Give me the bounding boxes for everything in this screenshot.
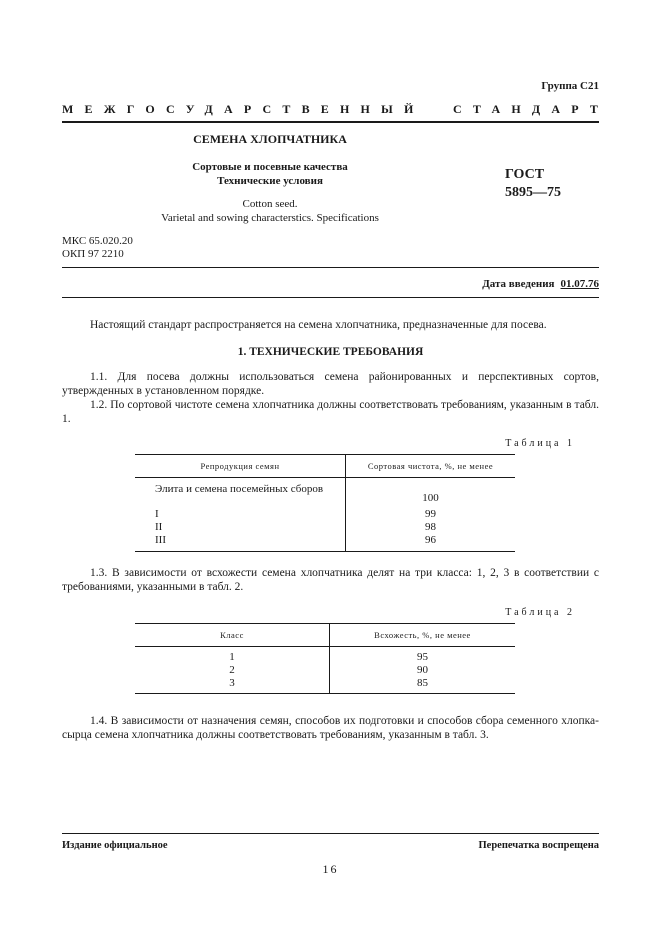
gost-code: 5895—75 — [505, 185, 561, 200]
table-1-cell: III — [135, 534, 346, 552]
page-number: 16 — [322, 862, 339, 876]
table-1-cell: 98 — [346, 521, 516, 534]
table-row — [135, 664, 515, 677]
gost-label: ГОСТ — [505, 167, 545, 182]
classification-codes — [62, 235, 133, 261]
paragraph-1-2: 1.2. По сортовой чистоте семена хлопчатника должны соответствовать требованиям, указанным в табл. 1. — [62, 399, 599, 425]
header-standart: СТАНДАРТ — [453, 102, 610, 116]
official-edition: Издание официальное — [62, 840, 168, 851]
footer-rule — [62, 833, 599, 834]
table-2-cell: 95 — [330, 647, 516, 665]
doc-subtitle — [140, 160, 400, 188]
group-code: Группа С21 — [541, 80, 599, 92]
table-row — [135, 677, 515, 694]
header-mezhgosudarstvenny: МЕЖГОСУДАРСТВЕННЫЙ — [62, 102, 425, 116]
table-1-cell: II — [155, 521, 163, 533]
table-header-row — [135, 624, 515, 647]
table-row — [135, 508, 515, 521]
table-2-header-class: Класс — [135, 624, 330, 647]
reprint-prohibited: Перепечатка воспрещена — [478, 840, 599, 851]
table-1-cell: 99 — [346, 508, 516, 521]
date-rule — [62, 297, 599, 298]
table-1-cell: 100 — [346, 478, 516, 509]
table-row — [135, 647, 515, 665]
table-1-header-purity: Сортовая чистота, %, не менее — [346, 455, 516, 478]
doc-title: СЕМЕНА ХЛОПЧАТНИКА — [193, 132, 347, 146]
table-2-cell: 2 — [229, 664, 235, 676]
table-header-row — [135, 455, 515, 478]
table-1 — [135, 454, 515, 552]
subtitle-line-1: Сортовые и посевные качества — [192, 161, 348, 173]
effective-date — [482, 278, 599, 290]
table-1-cell: Элита и семена посемейных сборов — [155, 483, 324, 495]
paragraph-1-4: 1.4. В зависимости от назначения семян, способов их подготовки и способов сбора семенного хлопка-сырца семена хлопчатника должны соответствовать требованиям, указанным в табл. 3. — [62, 715, 599, 741]
section-heading: 1. ТЕХНИЧЕСКИЕ ТРЕБОВАНИЯ — [237, 346, 424, 358]
effective-date-value: 01.07.76 — [560, 278, 599, 290]
table-2 — [135, 623, 515, 694]
table-2-cell: 90 — [330, 664, 516, 677]
table-2-cell: 1 — [229, 651, 235, 663]
subtitle-line-2: Технические условия — [217, 175, 323, 187]
table-row — [135, 521, 515, 534]
table-1-header-reproduction: Репродукция семян — [135, 455, 346, 478]
paragraph-1-3: 1.3. В зависимости от всхожести семена хлопчатника делят на три класса: 1, 2, 3 в соответствии с требованиями, указанными в табл. 2. — [62, 567, 599, 593]
table-1-caption: Таблица 1 — [505, 438, 575, 449]
table-row — [135, 534, 515, 552]
effective-date-label: Дата введения — [482, 278, 555, 290]
codes-rule — [62, 267, 599, 268]
intro-paragraph: Настоящий стандарт распространяется на семена хлопчатника, предназначенные для посева. — [90, 319, 547, 331]
table-2-caption: Таблица 2 — [505, 607, 575, 618]
table-2-header-germination: Всхожесть, %, не менее — [330, 624, 516, 647]
table-2-cell: 85 — [330, 677, 516, 694]
gost-number — [505, 166, 561, 202]
table-1-cell: I — [155, 508, 159, 520]
mks-code: МКС 65.020.20 — [62, 235, 133, 247]
table-2-cell: 3 — [135, 677, 330, 694]
okp-code: ОКП 97 2210 — [62, 248, 124, 260]
doc-title-english — [140, 197, 400, 225]
header-rule — [62, 121, 599, 123]
table-1-cell: 96 — [346, 534, 516, 552]
paragraph-1-1: 1.1. Для посева должны использоваться семена районированных и перспективных сортов, утвержденных в установленном порядке. — [62, 371, 599, 397]
english-line-2: Varietal and sowing characterstics. Specifications — [161, 212, 379, 224]
english-line-1: Cotton seed. — [242, 198, 298, 210]
table-row — [135, 478, 515, 509]
